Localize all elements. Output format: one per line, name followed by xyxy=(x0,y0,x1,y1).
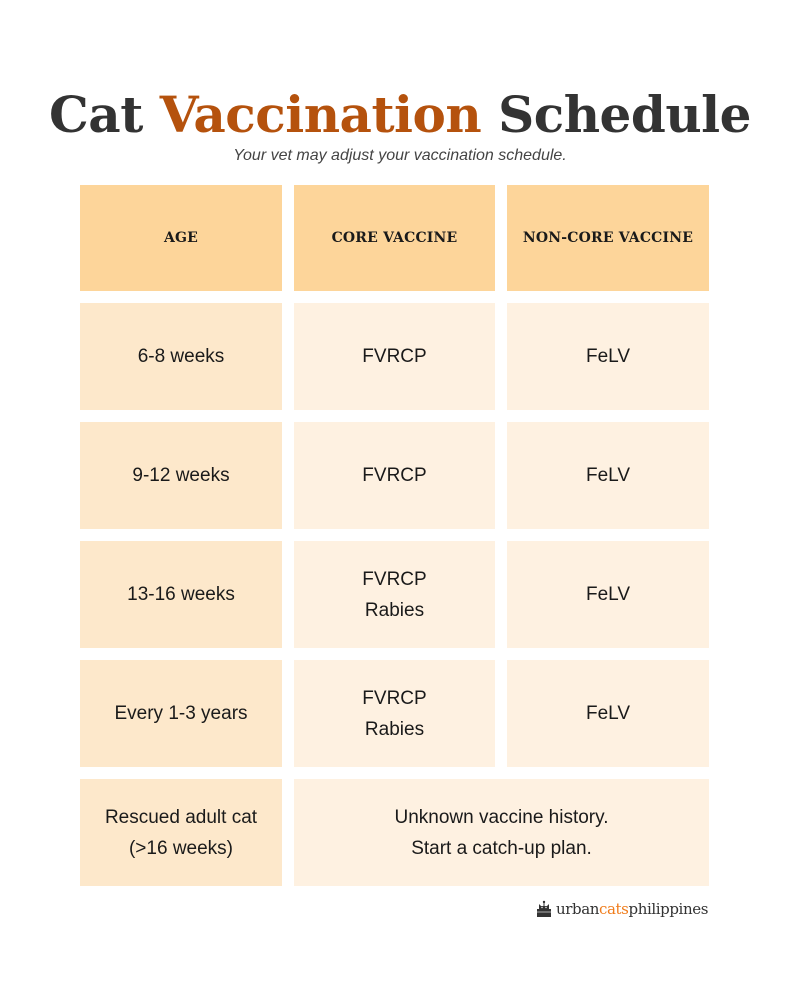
column-header-core-vaccine: CORE VACCINE xyxy=(294,185,495,291)
core-vaccine-cell xyxy=(294,660,495,767)
title-part-schedule: Schedule xyxy=(481,85,751,144)
column-header-age: AGE xyxy=(80,185,282,291)
age-text: (>16 weeks) xyxy=(128,837,234,859)
age-text: 13-16 weeks xyxy=(127,584,235,605)
brand-logo xyxy=(535,900,708,918)
core-vaccine-cell xyxy=(294,541,495,648)
age-cell xyxy=(80,660,282,767)
logo-text-urban: urban xyxy=(555,900,600,918)
non-core-vaccine-cell xyxy=(507,303,709,410)
note-text: Unknown vaccine history. xyxy=(394,806,609,828)
logo-text-cats: cats xyxy=(599,900,629,918)
age-text: 9-12 weeks xyxy=(132,465,230,486)
logo-text-philippines: philippines xyxy=(628,900,708,918)
core-vaccine-cell xyxy=(294,422,495,529)
merged-vaccine-note-cell xyxy=(294,779,709,886)
age-cell xyxy=(80,541,282,648)
vaccine-text: FVRCP xyxy=(362,687,427,709)
age-cell xyxy=(80,303,282,410)
age-text: Every 1-3 years xyxy=(114,703,248,724)
vaccine-text: FeLV xyxy=(585,703,630,724)
core-vaccine-cell xyxy=(294,303,495,410)
page-title xyxy=(0,82,800,148)
column-header-non-core-vaccine: NON-CORE VACCINE xyxy=(507,185,709,291)
non-core-vaccine-cell xyxy=(507,422,709,529)
age-cell xyxy=(80,779,282,886)
non-core-vaccine-cell xyxy=(507,541,709,648)
vaccine-text: FVRCP xyxy=(362,465,427,486)
title-part-cat: Cat xyxy=(49,85,160,144)
age-cell xyxy=(80,422,282,529)
title-accent-vaccination: Vaccination xyxy=(159,85,482,144)
age-text: 6-8 weeks xyxy=(137,346,225,367)
vaccine-text: FeLV xyxy=(585,346,630,367)
vaccine-text: FeLV xyxy=(585,465,630,486)
cat-in-box-icon xyxy=(535,900,553,918)
subtitle: Your vet may adjust your vaccination schedule. xyxy=(233,147,567,164)
vaccine-text: FVRCP xyxy=(362,568,427,590)
vaccine-text: FeLV xyxy=(585,584,630,605)
vaccine-text: Rabies xyxy=(364,599,425,621)
non-core-vaccine-cell xyxy=(507,660,709,767)
note-text: Start a catch-up plan. xyxy=(411,837,592,859)
vaccine-text: Rabies xyxy=(364,718,425,740)
vaccine-text: FVRCP xyxy=(362,346,427,367)
age-text: Rescued adult cat xyxy=(104,806,258,828)
